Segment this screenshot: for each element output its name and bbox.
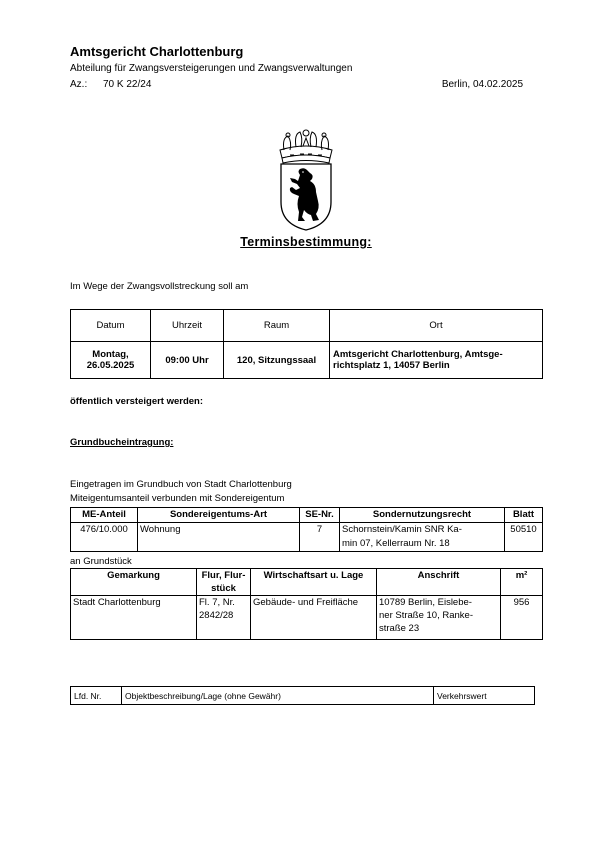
section-title: Grundbucheintragung:	[70, 437, 174, 448]
share-header-row	[71, 508, 543, 523]
share-table	[70, 507, 543, 552]
se-number: 7	[300, 523, 340, 552]
outcome-text: öffentlich versteigert werden:	[70, 396, 204, 407]
column-header: Uhrzeit	[151, 310, 224, 342]
usage-right: Schornstein/Kamin SNR Ka- min 07, Kellerraum Nr. 18	[340, 523, 505, 552]
berlin-bear-coat-of-arms-icon	[270, 128, 342, 232]
share-value: 476/10.000	[71, 523, 138, 552]
column-header: Ort	[330, 310, 543, 342]
plot-header-row	[71, 569, 543, 596]
column-header: Anschrift	[377, 569, 501, 596]
appointment-row	[71, 342, 543, 379]
department-name: Abteilung für Zwangsversteigerungen und Zwangsverwaltungen	[70, 63, 353, 74]
column-header: Gemarkung	[71, 569, 197, 596]
registry-subtext: Miteigentumsanteil verbunden mit Sondereigentum	[70, 493, 285, 504]
appointment-header-row	[71, 310, 543, 342]
column-header: Blatt	[505, 508, 543, 523]
appointment-table	[70, 309, 543, 379]
court-name: Amtsgericht Charlottenburg	[70, 44, 244, 59]
plot-label: an Grundstück	[70, 556, 132, 567]
object-header-row	[71, 687, 535, 705]
property-type: Wohnung	[138, 523, 300, 552]
object-table	[70, 686, 535, 705]
usage-type-value: Gebäude- und Freifläche	[251, 596, 377, 640]
case-number-value: 70 K 22/24	[103, 79, 152, 90]
column-header: Lfd. Nr.	[71, 687, 122, 705]
plot-table	[70, 568, 543, 640]
registry-text: Eingetragen im Grundbuch von Stadt Charlottenburg	[70, 479, 292, 490]
column-header: Objektbeschreibung/Lage (ohne Gewähr)	[122, 687, 434, 705]
flur-value: Fl. 7, Nr. 2842/28	[197, 596, 251, 640]
case-number	[70, 79, 151, 90]
address-value: 10789 Berlin, Eislebe- ner Straße 10, Ranke- straße 23	[377, 596, 501, 640]
appointment-room: 120, Sitzungssaal	[224, 342, 330, 379]
column-header: Flur, Flur- stück	[197, 569, 251, 596]
column-header: Verkehrswert	[434, 687, 535, 705]
table-row	[71, 523, 543, 552]
appointment-time: 09:00 Uhr	[151, 342, 224, 379]
document-title: Terminsbestimmung:	[240, 235, 372, 249]
column-header: SE-Nr.	[300, 508, 340, 523]
column-header: Sondereigentums-Art	[138, 508, 300, 523]
area-value: 956	[501, 596, 543, 640]
case-number-label: Az.:	[70, 79, 88, 90]
sheet-number: 50510	[505, 523, 543, 552]
appointment-date: Montag, 26.05.2025	[71, 342, 151, 379]
column-header: ME-Anteil	[71, 508, 138, 523]
column-header: Sondernutzungsrecht	[340, 508, 505, 523]
column-header: Wirtschaftsart u. Lage	[251, 569, 377, 596]
intro-text: Im Wege der Zwangsvollstreckung soll am	[70, 281, 249, 292]
column-header: Datum	[71, 310, 151, 342]
table-row	[71, 596, 543, 640]
column-header: m²	[501, 569, 543, 596]
gemarkung-value: Stadt Charlottenburg	[71, 596, 197, 640]
appointment-place: Amtsgericht Charlottenburg, Amtsge- richtsplatz 1, 14057 Berlin	[330, 342, 543, 379]
column-header: Raum	[224, 310, 330, 342]
document-date: Berlin, 04.02.2025	[441, 79, 523, 90]
